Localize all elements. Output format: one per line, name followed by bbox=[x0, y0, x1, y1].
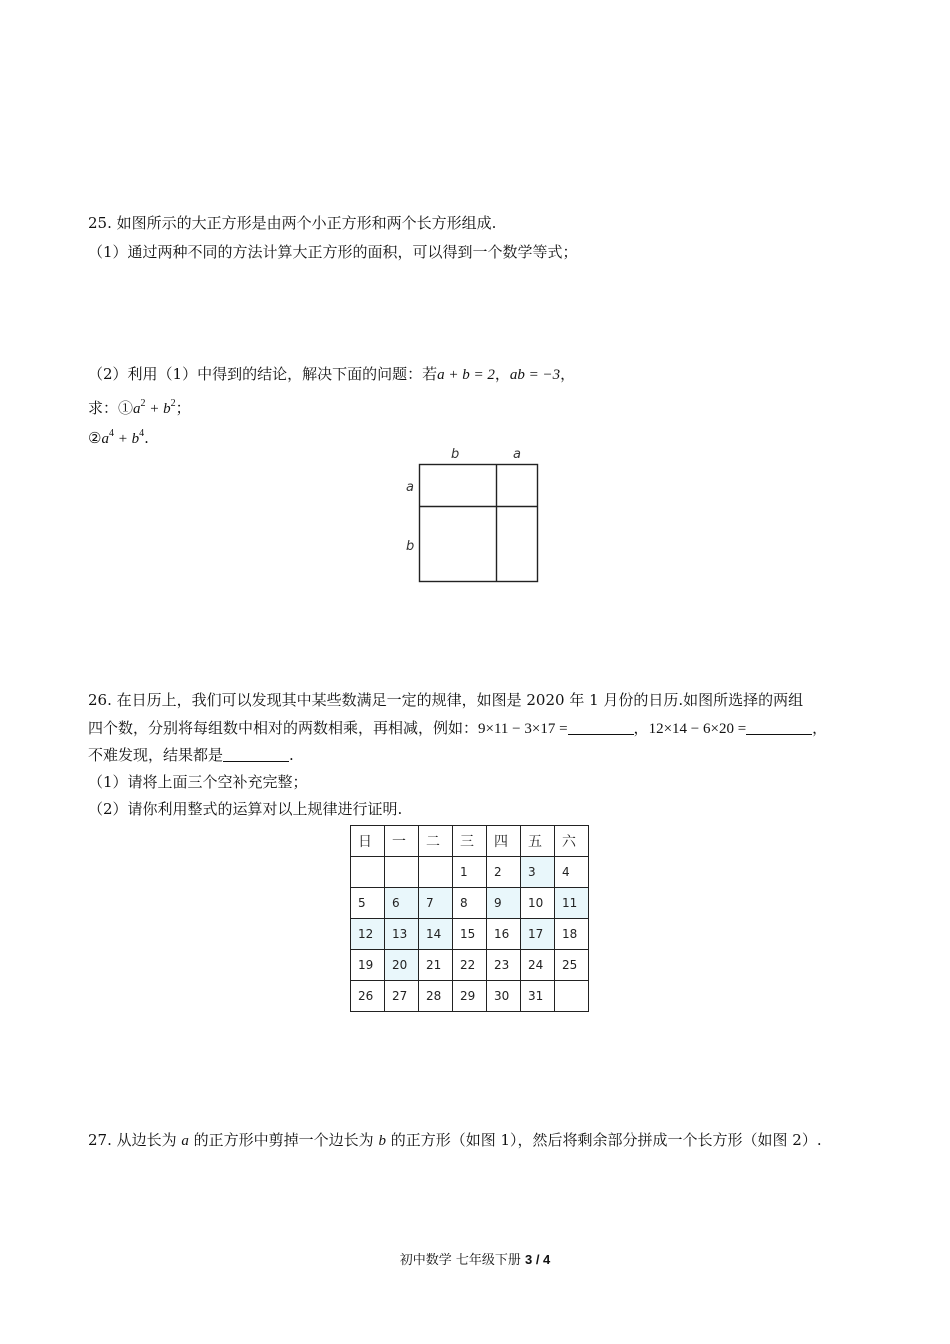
calendar-day-cell: 26 bbox=[351, 981, 385, 1012]
q25-part1: （1）通过两种不同的方法计算大正方形的面积，可以得到一个数学等式； bbox=[88, 243, 578, 261]
calendar-day-cell: 10 bbox=[521, 888, 555, 919]
q25-ask2-plus: + b bbox=[113, 431, 140, 447]
q26-line2-c: ， bbox=[812, 719, 828, 737]
q25-ask2-exp-b: 4 bbox=[139, 428, 145, 439]
q25-cond2: ab = −3 bbox=[509, 367, 561, 383]
q26-part2: （2）请你利用整式的运算对以上规律进行证明. bbox=[88, 800, 403, 818]
q25-ask1-plus: + b bbox=[145, 401, 171, 417]
calendar-day-cell: 11 bbox=[555, 888, 589, 919]
calendar-day-cell: 4 bbox=[555, 857, 589, 888]
calendar-day-cell: 27 bbox=[385, 981, 419, 1012]
calendar-header-cell: 六 bbox=[555, 826, 589, 857]
calendar-day-cell: 2 bbox=[487, 857, 521, 888]
calendar-header-cell: 日 bbox=[351, 826, 385, 857]
q25-part2-prefix: （2）利用（1）中得到的结论，解决下面的问题：若 bbox=[88, 365, 438, 383]
calendar-header-cell: 五 bbox=[521, 826, 555, 857]
q25-ask1-a: a bbox=[133, 401, 141, 417]
q25-ask2 bbox=[88, 424, 149, 449]
page-footer bbox=[0, 1249, 950, 1268]
calendar-day-cell: 7 bbox=[419, 888, 453, 919]
q26-line2 bbox=[88, 718, 827, 739]
calendar-header-row bbox=[351, 826, 589, 857]
q25-comma: ， bbox=[494, 365, 510, 383]
answer-blank-2[interactable] bbox=[746, 720, 812, 735]
calendar-header-cell: 四 bbox=[487, 826, 521, 857]
label-top-b: b bbox=[451, 447, 460, 462]
label-top-a: a bbox=[513, 447, 521, 462]
q25-ask1-exp-a: 2 bbox=[140, 398, 146, 409]
calendar-day-cell: 25 bbox=[555, 950, 589, 981]
q25-ask1-tail: ； bbox=[175, 399, 191, 417]
calendar-week-row bbox=[351, 981, 589, 1012]
calendar-table bbox=[350, 825, 589, 1012]
footer-text: 初中数学 七年级下册 bbox=[399, 1253, 525, 1268]
label-left-a: a bbox=[406, 480, 414, 495]
q25-comma2: ， bbox=[560, 365, 576, 383]
calendar-day-cell: 19 bbox=[351, 950, 385, 981]
footer-page-number: 3 / 4 bbox=[524, 1252, 551, 1267]
q26-line1: 26. 在日历上，我们可以发现其中某些数满足一定的规律，如图是 2020 年 1 月份的日历.如图所选择的两组 bbox=[88, 691, 804, 709]
calendar-day-cell: 8 bbox=[453, 888, 487, 919]
calendar-week-row bbox=[351, 857, 589, 888]
q25-part2 bbox=[88, 364, 575, 385]
q26-expr2: 12×14 − 6×20 = bbox=[648, 721, 747, 737]
calendar-header-cell: 二 bbox=[419, 826, 453, 857]
calendar-day-cell: 3 bbox=[521, 857, 555, 888]
q25-ask-prefix: 求：① bbox=[88, 399, 134, 417]
label-left-b: b bbox=[406, 539, 415, 554]
q25-ask2-exp-a: 4 bbox=[108, 428, 114, 439]
q25-ask1-exp-b: 2 bbox=[170, 398, 176, 409]
calendar-week-row bbox=[351, 950, 589, 981]
q26-line3-b: . bbox=[289, 746, 294, 764]
q27-var-b: b bbox=[378, 1133, 386, 1149]
q26-line3 bbox=[88, 745, 294, 765]
calendar-day-cell: 13 bbox=[385, 919, 419, 950]
calendar-week-row bbox=[351, 919, 589, 950]
calendar-day-cell: 1 bbox=[453, 857, 487, 888]
calendar-week-row bbox=[351, 888, 589, 919]
calendar-day-cell: 16 bbox=[487, 919, 521, 950]
calendar-day-cell: 14 bbox=[419, 919, 453, 950]
calendar-body bbox=[351, 857, 589, 1012]
calendar-header-cell: 一 bbox=[385, 826, 419, 857]
calendar-day-cell: 22 bbox=[453, 950, 487, 981]
q25-ask2-a: a bbox=[101, 431, 109, 447]
calendar-day-cell bbox=[419, 857, 453, 888]
q26-part1: （1）请将上面三个空补充完整； bbox=[88, 773, 308, 791]
q26-expr1: 9×11 − 3×17 = bbox=[478, 721, 568, 737]
calendar-day-cell: 20 bbox=[385, 950, 419, 981]
calendar-day-cell: 29 bbox=[453, 981, 487, 1012]
calendar-header-cell: 三 bbox=[453, 826, 487, 857]
calendar-day-cell: 6 bbox=[385, 888, 419, 919]
calendar-day-cell bbox=[555, 981, 589, 1012]
q27-text bbox=[88, 1130, 822, 1151]
calendar-day-cell: 30 bbox=[487, 981, 521, 1012]
q27-text-c: 的正方形（如图 1），然后将剩余部分拼成一个长方形（如图 2）. bbox=[385, 1131, 822, 1149]
q26-line2-b: ， bbox=[633, 719, 649, 737]
calendar-day-cell: 23 bbox=[487, 950, 521, 981]
calendar-day-cell: 17 bbox=[521, 919, 555, 950]
calendar-day-cell: 9 bbox=[487, 888, 521, 919]
q27-var-a: a bbox=[181, 1133, 189, 1149]
calendar-day-cell bbox=[351, 857, 385, 888]
calendar-day-cell: 12 bbox=[351, 919, 385, 950]
q26-line2-a: 四个数，分别将每组数中相对的两数相乘，再相减，例如： bbox=[88, 719, 479, 737]
calendar-day-cell: 21 bbox=[419, 950, 453, 981]
calendar-day-cell: 31 bbox=[521, 981, 555, 1012]
calendar-day-cell: 18 bbox=[555, 919, 589, 950]
calendar-day-cell: 28 bbox=[419, 981, 453, 1012]
calendar-day-cell: 24 bbox=[521, 950, 555, 981]
q26-line3-a: 不难发现，结果都是 bbox=[88, 746, 224, 764]
q25-ask2-tail: . bbox=[144, 429, 149, 447]
answer-blank-1[interactable] bbox=[568, 720, 634, 735]
calendar-day-cell: 5 bbox=[351, 888, 385, 919]
q25-ask2-prefix: ② bbox=[88, 429, 102, 447]
q25-ask1 bbox=[88, 394, 191, 419]
big-square-outline bbox=[420, 465, 538, 582]
answer-blank-3[interactable] bbox=[223, 747, 289, 762]
q27-text-a: 27. 从边长为 bbox=[88, 1131, 182, 1149]
calendar-day-cell bbox=[385, 857, 419, 888]
q27-text-b: 的正方形中剪掉一个边长为 bbox=[188, 1131, 379, 1149]
q25-cond1: a + b = 2 bbox=[437, 367, 495, 383]
q25-stem: 25. 如图所示的大正方形是由两个小正方形和两个长方形组成. bbox=[88, 214, 497, 232]
calendar-day-cell: 15 bbox=[453, 919, 487, 950]
